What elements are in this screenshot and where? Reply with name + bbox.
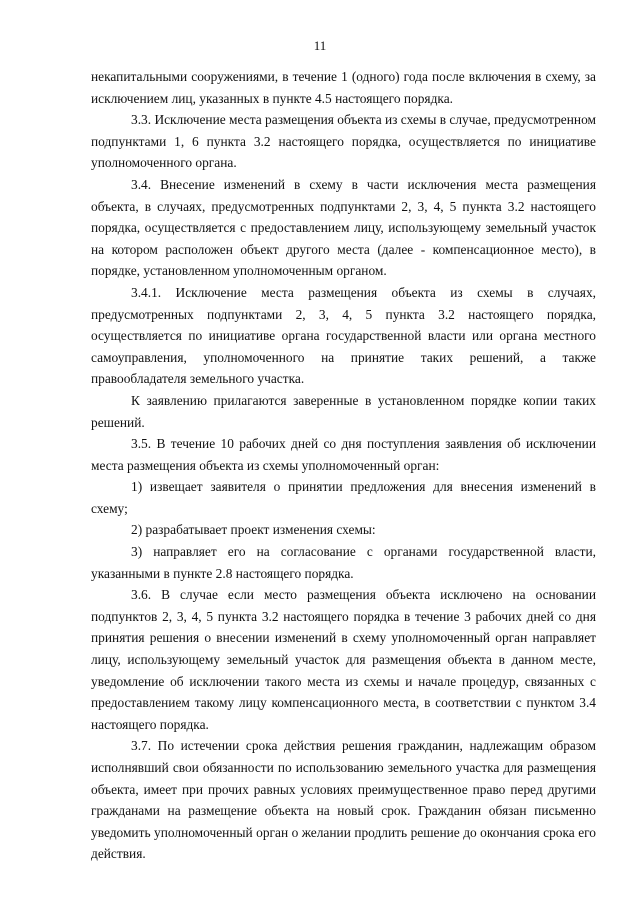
- paragraph-3-6: 3.6. В случае если место размещения объекта исключено на основании подпунктов 2, 3, 4, 5 пункта 3.2 настоящего порядка в течение 3 рабочих дней со дня принятия решения о внесении изменений в схему уполномоченный орган направляет лицу, использующему земельный участок для размещения объекта в данном месте, уведомление об исключении такого места из схемы и начале процедур, связанных с предоставлением такому лицу компенсационного места, в соответствии с пунктом 3.4 настоящего порядка.: [91, 587, 596, 732]
- paragraph-3-4: 3.4. Внесение изменений в схему в части исключения места размещения объекта, в случаях, предусмотренных подпунктами 2, 3, 4, 5 пункта 3.2 настоящего порядка, осуществляется с предоставлением лицу, использующему земельный участок на котором расположен объект другого места (далее - компенсационное место), в порядке, установленном уполномоченным органом.: [91, 176, 596, 279]
- page-number: 11: [313, 38, 327, 53]
- paragraph-attachment-note: К заявлению прилагаются заверенные в установленном порядке копии таких решений.: [91, 392, 596, 430]
- paragraph-3-7: 3.7. По истечении срока действия решения гражданин, надлежащим образом исполнявший свои обязанности по использованию земельного участка для размещения объекта, имеет при прочих равных условиях преимущественное право перед другими гражданами на размещение объекта на новый срок. Гражданин обязан письменно уведомить уполномоченный орган о желании продлить решение до окончания срока его действия.: [91, 738, 596, 862]
- paragraph-3-3: 3.3. Исключение места размещения объекта из схемы в случае, предусмотренном подпунктами 1, 6 пункта 3.2 настоящего порядка, осуществляется по инициативе уполномоченного органа.: [91, 112, 596, 171]
- document-body: [91, 66, 596, 865]
- list-item-1: 1) извещает заявителя о принятии предложения для внесения изменений в схему;: [91, 479, 596, 516]
- list-item-2: 2) разрабатывает проект изменения схемы:: [131, 522, 376, 538]
- list-item-3: 3) направляет его на согласование с органами государственной власти, указанными в пункте 2.8 настоящего порядка.: [91, 544, 596, 581]
- paragraph-3-4-1: 3.4.1. Исключение места размещения объекта из схемы в случаях, предусмотренных подпунктами 2, 3, 4, 5 пункта 3.2 настоящего порядка, осуществляется по инициативе органа государственной власти или органа местного самоуправления, уполномоченного на принятие таких решений, а также правообладателя земельного участка.: [91, 284, 596, 387]
- paragraph-continuation: некапитальными сооружениями, в течение 1 (одного) года после включения в схему, за исключением лиц, указанных в пункте 4.5 настоящего порядка.: [91, 69, 596, 106]
- paragraph-3-5: 3.5. В течение 10 рабочих дней со дня поступления заявления об исключении места размещения объекта из схемы уполномоченный орган:: [91, 436, 596, 473]
